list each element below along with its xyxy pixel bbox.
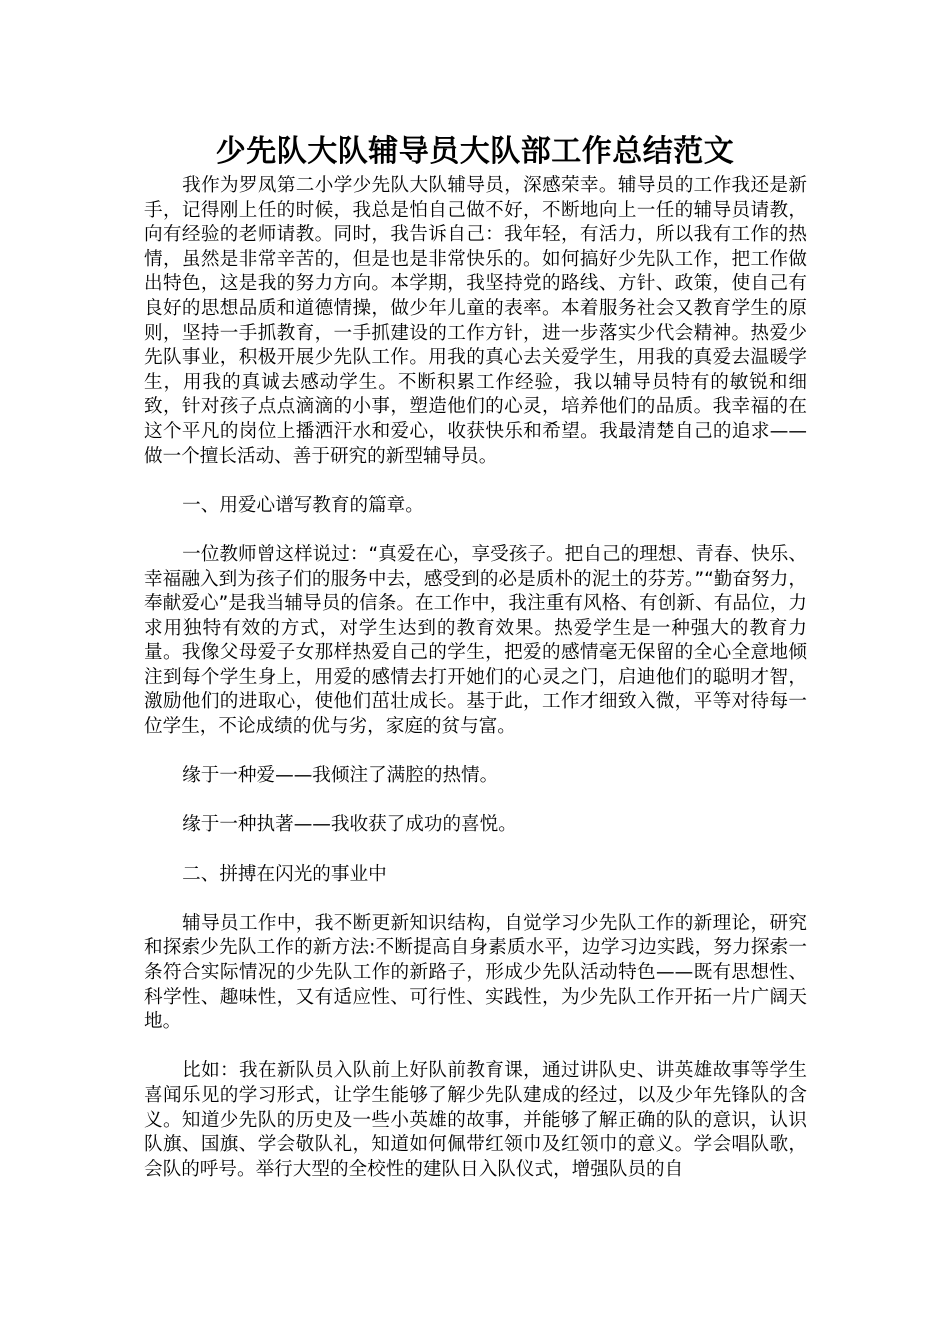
paragraph-example: 比如：我在新队员入队前上好队前教育课，通过讲队史、讲英雄故事等学生喜闻乐见的学习形式，让学生能够了解少先队建成的经过，以及少年先锋队的含义。知道少先队的历史及一些小英雄的故事，并能够了解正确的队的意识，认识队旗、国旗、学会敬队礼，知道如何佩带红领巾及红领巾的意义。学会唱队歌，会队的呼号。举行大型的全校性的建队日入队仪式，增强队员的自 — [144, 1060, 807, 1180]
document-title: 少先队大队辅导员大队部工作总结范文 — [215, 134, 735, 169]
paragraph-intro: 我作为罗凤第二小学少先队大队辅导员，深感荣幸。辅导员的工作我还是新手，记得刚上任的时候，我总是怕自己做不好，不断地向上一任的辅导员请教，向有经验的老师请教。同时，我告诉自己：我年轻，有活力，所以我有工作的热情，虽然是非常辛苦的，但是也是非常快乐的。如何搞好少先队工作，把工作做出特色，这是我的努力方向。本学期，我坚持党的路线、方针、政策，使自己有良好的思想品质和道德情操，做少年儿童的表率。本着服务社会又教育学生的原则，坚持一手抓教育，一手抓建设的工作方针，进一步落实少代会精神。热爱少先队事业，积极开展少先队工作。用我的真心去关爱学生，用我的真爱去温暖学生，用我的真诚去感动学生。不断积累工作经验，我以辅导员特有的敏锐和细致，针对孩子点点滴滴的小事，塑造他们的心灵，培养他们的品质。我幸福的在这个平凡的岗位上播洒汗水和爱心，收获快乐和希望。我最清楚自己的追求——做一个擅长活动、善于研究的新型辅导员。 — [144, 175, 807, 467]
paragraph-passion: 缘于一种爱——我倾注了满腔的热情。 — [182, 765, 499, 787]
paragraph-knowledge: 辅导员工作中，我不断更新知识结构，自觉学习少先队工作的新理论，研究和探索少先队工作的新方法:不断提高自身素质水平，边学习边实践，努力探索一条符合实际情况的少先队工作的新路子，形成少先队活动特色——既有思想性、科学性、趣味性，又有适应性、可行性、实践性，为少先队工作开拓一片广阔天地。 — [144, 912, 807, 1033]
section-heading-2: 二、拼搏在闪光的事业中 — [182, 863, 387, 885]
section-heading-1: 一、用爱心谱写教育的篇章。 — [182, 494, 424, 516]
document-body — [144, 174, 807, 1207]
paragraph-persistence: 缘于一种执著——我收获了成功的喜悦。 — [182, 814, 517, 836]
paragraph-love: 一位教师曾这样说过：“真爱在心，享受孩子。把自己的理想、青春、快乐、幸福融入到为孩子们的服务中去，感受到的必是质朴的泥土的芬芳。”“勤奋努力，奉献爱心”是我当辅导员的信条。在工作中，我注重有风格、有创新、有品位，力求用独特有效的方式，对学生达到的教育效果。热爱学生是一种强大的教育力量。我像父母爱子女那样热爱自己的学生，把爱的感情毫无保留的全心全意地倾注到每个学生身上，用爱的感情去打开她们的心灵之门，启迪他们的聪明才智，激励他们的进取心，使他们茁壮成长。基于此，工作才细致入微，平等对待每一位学生，不论成绩的优与劣，家庭的贫与富。 — [144, 543, 807, 738]
